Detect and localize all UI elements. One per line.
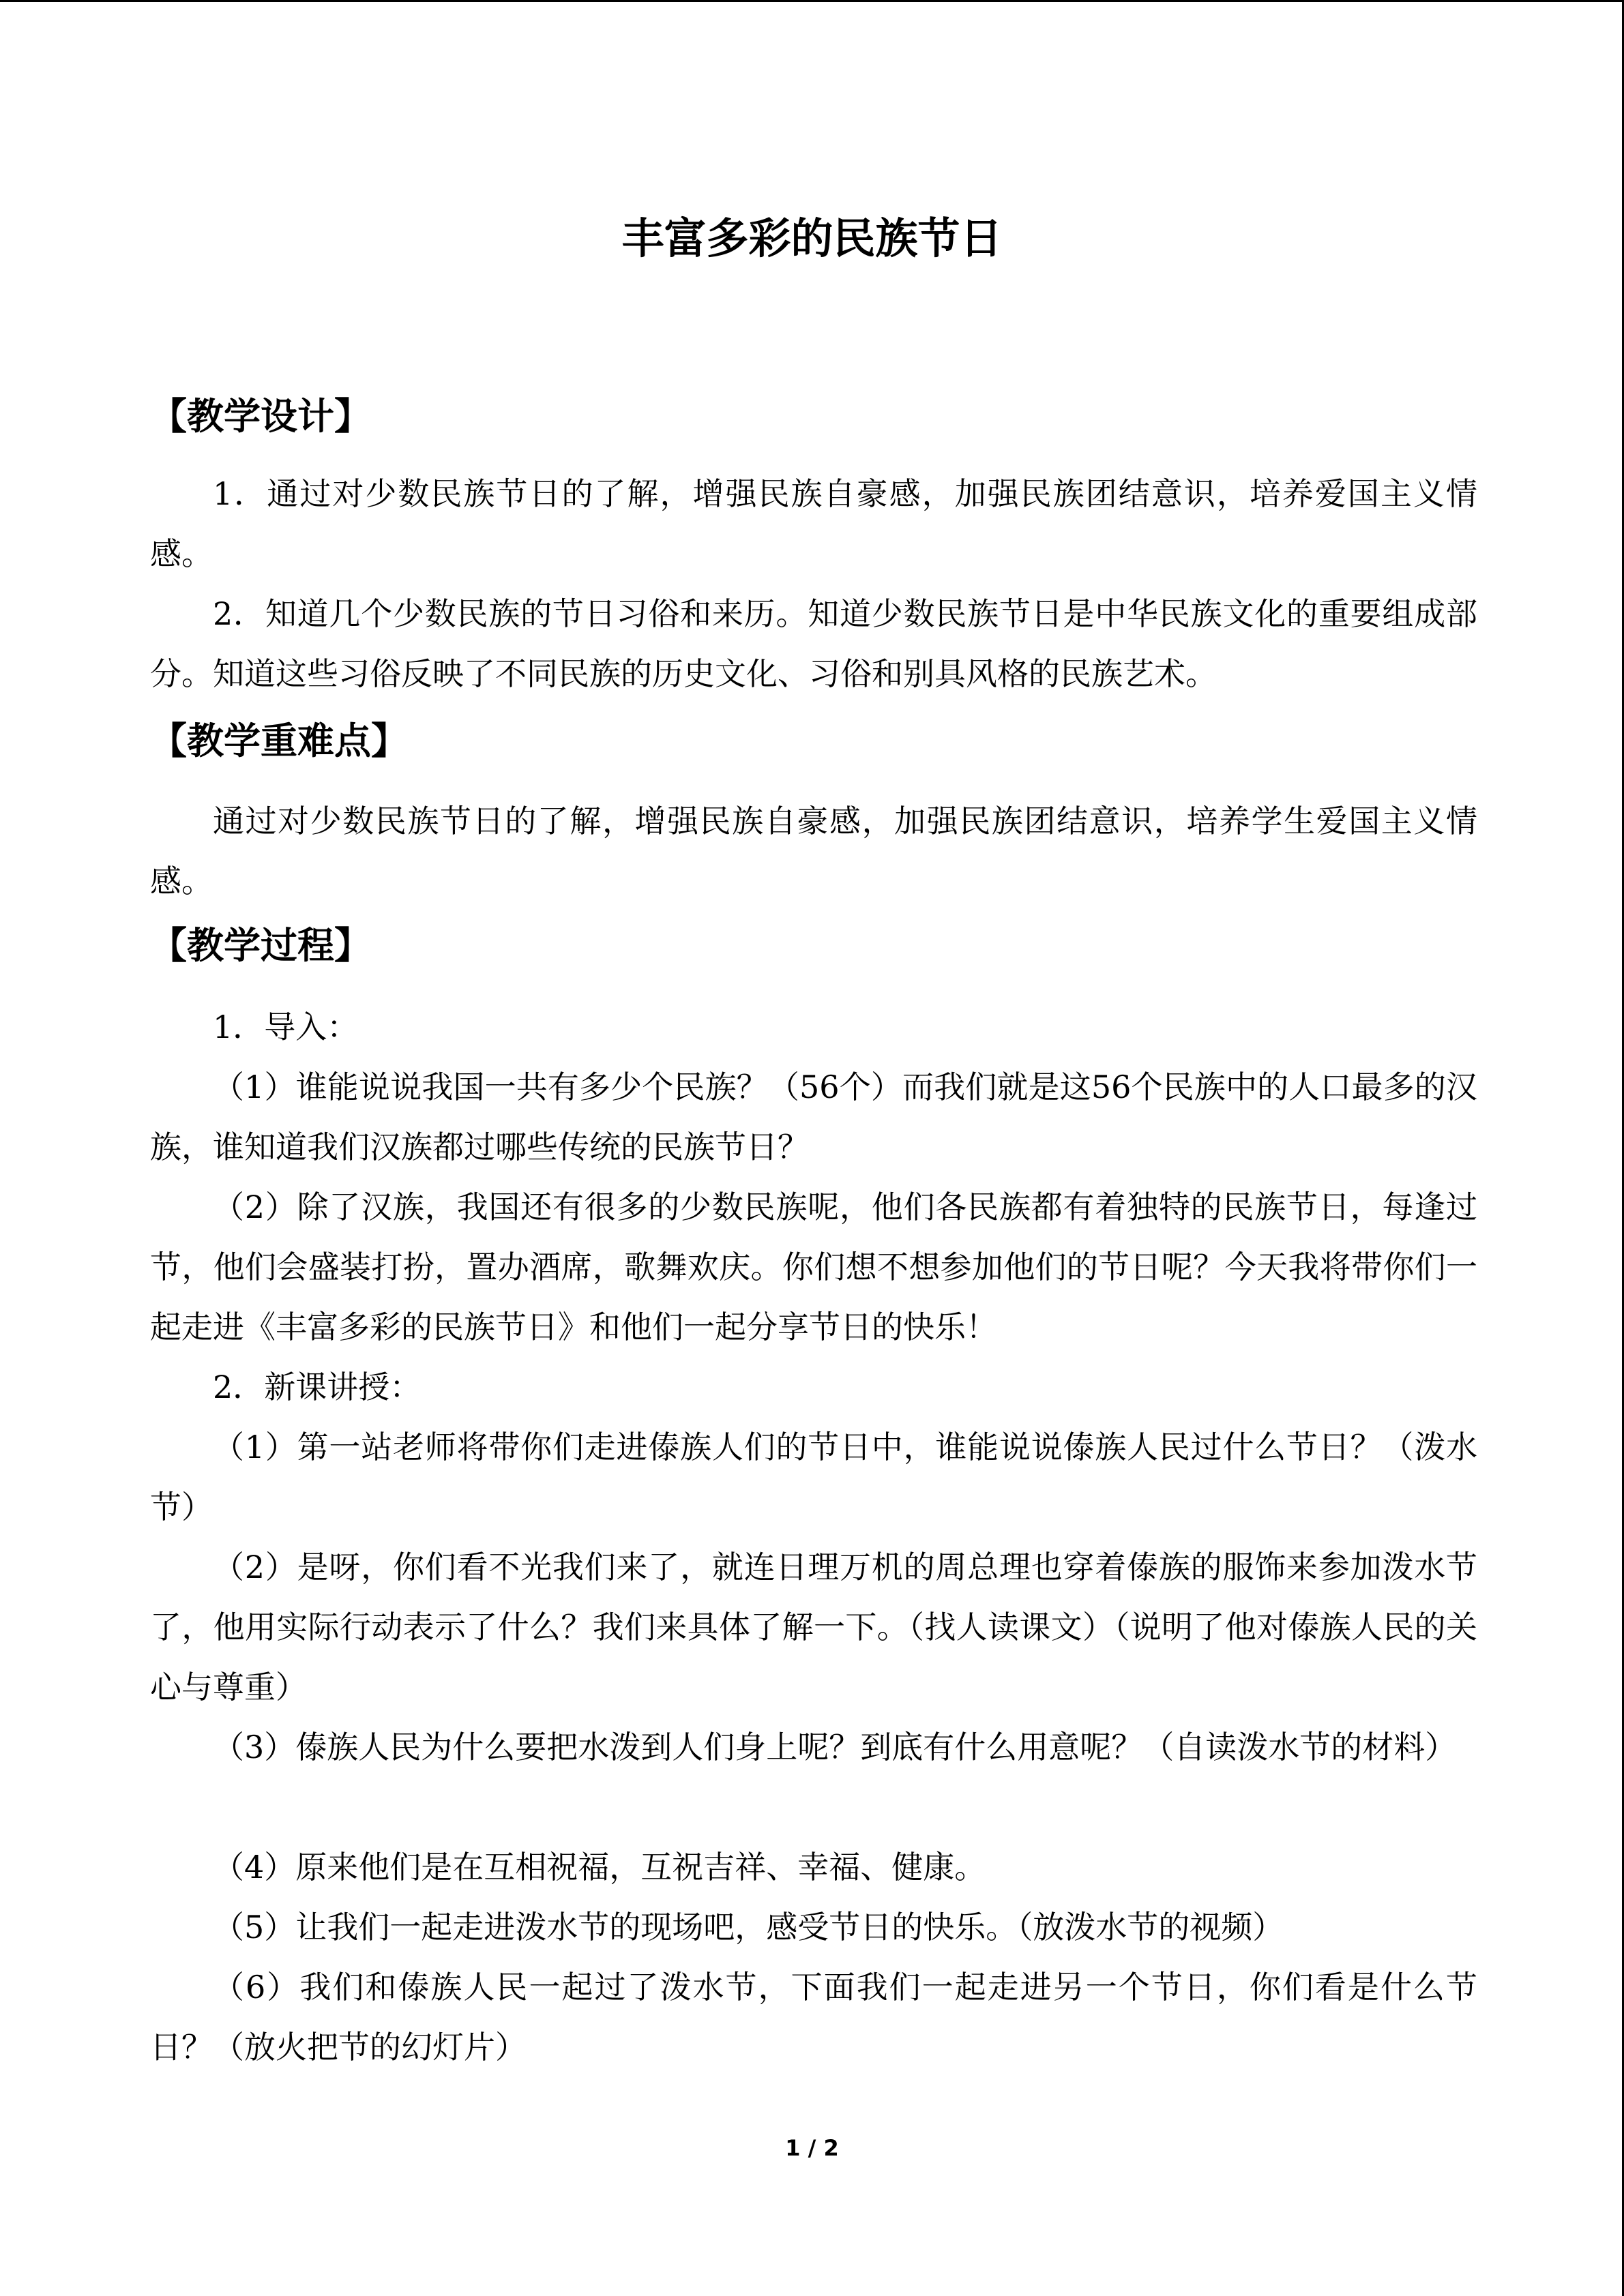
paragraph: （2）是呀，你们看不光我们来了，就连日理万机的周总理也穿着傣族的服饰来参加泼水节了，他用实际行动表示了什么？我们来具体了解一下。（找人读课文）（说明了他对傣族人民的关心与尊重） [150,1549,1477,1705]
paragraph: （2）除了汉族，我国还有很多的少数民族呢，他们各民族都有着独特的民族节日，每逢过节，他们会盛装打扮，置办酒席，歌舞欢庆。你们想不想参加他们的节日呢？今天我将带你们一起走进《丰富多彩的民族节日》和他们一起分享节日的快乐！ [150,1189,1477,1345]
section-heading-design: 【教学设计】 [150,394,371,438]
paragraph: （4）原来他们是在互相祝福，互祝吉祥、幸福、健康。 [213,1849,986,1885]
page-number: 1 / 2 [785,2135,839,2161]
paragraph: 1．通过对少数民族节日的了解，增强民族自豪感，加强民族团结意识，培养爱国主义情感。 [150,475,1477,572]
page-title: 丰富多彩的民族节日 [621,213,1003,263]
page-border-top [0,0,1624,2]
paragraph: 2．知道几个少数民族的节日习俗和来历。知道少数民族节日是中华民族文化的重要组成部分。知道这些习俗反映了不同民族的历史文化、习俗和别具风格的民族艺术。 [150,595,1477,692]
paragraph: 通过对少数民族节日的了解，增强民族自豪感，加强民族团结意识，培养学生爱国主义情感。 [150,803,1477,899]
paragraph: （1）谁能说说我国一共有多少个民族？（56个）而我们就是这56个民族中的人口最多的汉族，谁知道我们汉族都过哪些传统的民族节日？ [150,1069,1477,1165]
section-heading-key-points: 【教学重难点】 [150,719,408,762]
step-heading: 2．新课讲授： [213,1369,422,1405]
section-heading-process: 【教学过程】 [150,923,371,967]
step-heading: 1．导入： [213,1009,359,1045]
paragraph: （3）傣族人民为什么要把水泼到人们身上呢？到底有什么用意呢？（自读泼水节的材料） [213,1729,1457,1765]
paragraph: （6）我们和傣族人民一起过了泼水节，下面我们一起走进另一个节日，你们看是什么节日？（放火把节的幻灯片） [150,1969,1477,2066]
paragraph: （5）让我们一起走进泼水节的现场吧，感受节日的快乐。（放泼水节的视频） [213,1909,1284,1945]
paragraph: （1）第一站老师将带你们走进傣族人们的节日中，谁能说说傣族人民过什么节日？（泼水节） [150,1429,1477,1525]
